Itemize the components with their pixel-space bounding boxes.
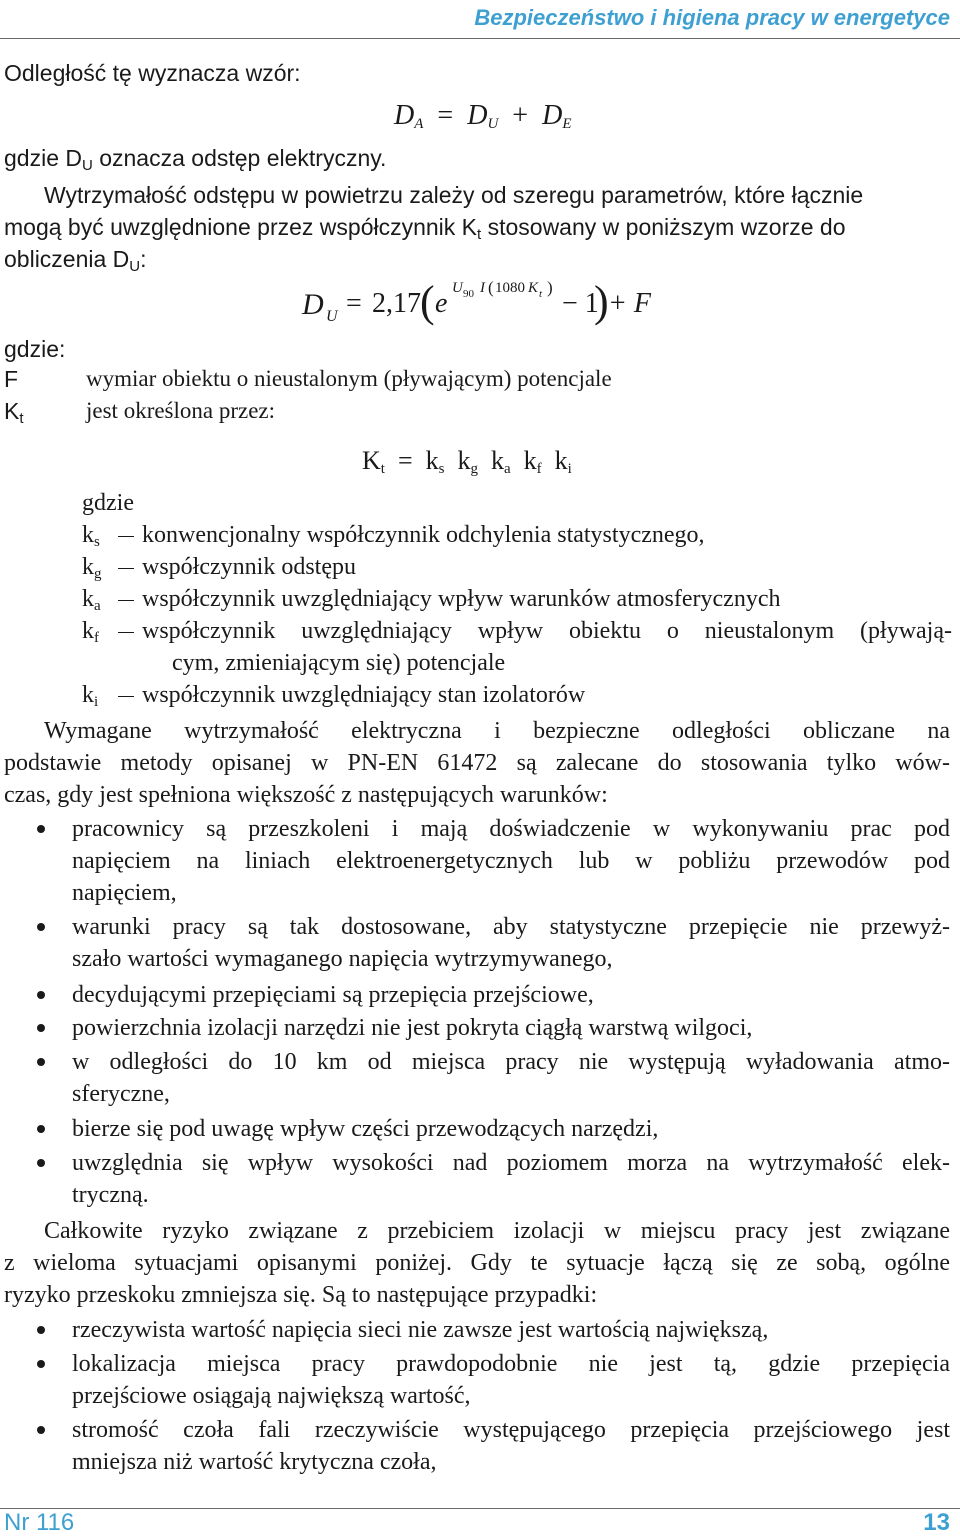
gdzie-label: gdzie: xyxy=(4,336,66,362)
page-number: 13 xyxy=(923,1509,950,1536)
def-term-kt: $K_t$ xyxy=(4,398,24,427)
dash xyxy=(118,536,134,537)
list-item: lokalizacja miejsca pracy prawdopodobnie nie jest tą, gdzie przepięcia xyxy=(72,1351,950,1377)
list-item-cont: napięciem na liniach elektroenergetycznych lub w pobliżu przewodów pod xyxy=(72,848,950,874)
formula-du: D U = 2,17 ( e U 90 I ( 1080 K t ) − 1 ) + F xyxy=(302,277,651,326)
para2-line2: podstawie metody opisanej w PN-EN 61472 są zalecane do stosowania tylko wów- xyxy=(4,750,950,776)
formula-da: $D_A = D_U + D_E$ xyxy=(394,100,572,132)
k-factor-a: $k_a$ xyxy=(82,586,101,614)
bullet-icon xyxy=(37,1326,45,1334)
issue-number: Nr 116 xyxy=(4,1509,75,1536)
footer-rule xyxy=(0,1508,960,1509)
k-factor-f: $k_f$ xyxy=(82,618,99,646)
bullet-icon xyxy=(37,1426,45,1434)
list-item: powierzchnia izolacji narzędzi nie jest pokryta ciągłą warstwą wilgoci, xyxy=(72,1015,753,1041)
para1-line3: obliczenia $D_U$: xyxy=(4,246,147,275)
def-term-f: F xyxy=(4,366,19,392)
para1-line1: Wytrzymałość odstępu w powietrzu zależy od szeregu parametrów, które łącznie xyxy=(44,182,864,208)
bullet-icon xyxy=(37,1125,45,1133)
bullet-icon xyxy=(37,923,45,931)
para2-line3: czas, gdy jest spełniona większość z następujących warunków: xyxy=(4,782,608,808)
k-factor-desc: współczynnik odstępu xyxy=(142,554,356,580)
list-item: stromość czoła fali rzeczywiście występującego przepięcia przejściowego jest xyxy=(72,1417,950,1443)
list-item: rzeczywista wartość napięcia sieci nie zawsze jest wartością największą, xyxy=(72,1317,769,1343)
list-item: bierze się pod uwagę wpływ części przewodzących narzędzi, xyxy=(72,1116,659,1142)
formula-kt: $K_t = k_s$ $k_g$ $k_a$ $k_f$ $k_i$ xyxy=(362,446,572,477)
list-item-cont: tryczną. xyxy=(72,1182,149,1208)
dash xyxy=(118,568,134,569)
def-desc-kt: jest określona przez: xyxy=(86,398,276,423)
list-item: decydującymi przepięciami są przepięcia przejściowe, xyxy=(72,982,594,1008)
k-factor-i: $k_i$ xyxy=(82,682,99,710)
dash xyxy=(118,696,134,697)
para3-line3: ryzyko przeskoku zmniejsza się. Są to następujące przypadki: xyxy=(4,1282,598,1308)
list-item: warunki pracy są tak dostosowane, aby statystyczne przepięcie nie przewyż- xyxy=(72,914,950,940)
list-item-cont: mniejsza niż wartość krytyczna czoła, xyxy=(72,1449,437,1475)
bullet-icon xyxy=(37,991,45,999)
bullet-icon xyxy=(37,1058,45,1066)
bullet-icon xyxy=(37,1360,45,1368)
bullet-icon xyxy=(37,1159,45,1167)
k-factor-s: $k_s$ xyxy=(82,522,100,550)
bullet-icon xyxy=(37,1024,45,1032)
k-factor-desc: współczynnik uwzględniający wpływ obiektu o nieustalonym (pływają- xyxy=(142,618,952,644)
list-item-cont: szało wartości wymaganego napięcia wytrzymywanego, xyxy=(72,946,613,972)
gdzie-label-2: gdzie xyxy=(82,490,134,516)
k-factor-desc: współczynnik uwzględniający stan izolatorów xyxy=(142,682,586,708)
para2-line1: Wymagane wytrzymałość elektryczna i bezpieczne odległości obliczane na xyxy=(44,718,950,744)
header-rule xyxy=(0,38,960,39)
bullet-icon xyxy=(37,825,45,833)
para3-line1: Całkowite ryzyko związane z przebiciem izolacji w miejscu pracy jest związane xyxy=(44,1218,950,1244)
def-desc-f: wymiar obiektu o nieustalonym (pływającym) potencjale xyxy=(86,366,612,391)
dash xyxy=(118,600,134,601)
list-item: pracownicy są przeszkoleni i mają doświadczenie w wykonywaniu prac pod xyxy=(72,816,950,842)
k-factor-g: $k_g$ xyxy=(82,554,102,582)
list-item-cont: przejściowe osiągają największą wartość, xyxy=(72,1383,471,1409)
k-factor-desc: konwencjonalny współczynnik odchylenia statystycznego, xyxy=(142,522,705,548)
para1-line2: mogą być uwzględnione przez współczynnik $K_t$ stosowany w poniższym wzorze do xyxy=(4,214,846,243)
dash xyxy=(118,632,134,633)
page-header xyxy=(0,0,960,40)
list-item: w odległości do 10 km od miejsca pracy nie występują wyładowania atmo- xyxy=(72,1049,950,1075)
header-title: Bezpieczeństwo i higiena pracy w energetyce xyxy=(474,5,950,30)
k-factor-desc-cont: cym, zmieniającym się) potencjale xyxy=(172,650,506,676)
intro-text: Odległość tę wyznacza wzór: xyxy=(4,60,301,86)
du-definition: gdzie $D_U$ oznacza odstęp elektryczny. xyxy=(4,145,387,174)
list-item-cont: sferyczne, xyxy=(72,1081,170,1107)
list-item-cont: napięciem, xyxy=(72,880,177,906)
list-item: uwzględnia się wpływ wysokości nad poziomem morza na wytrzymałość elek- xyxy=(72,1150,950,1176)
k-factor-desc: współczynnik uwzględniający wpływ warunków atmosferycznych xyxy=(142,586,781,612)
para3-line2: z wieloma sytuacjami opisanymi poniżej. Gdy te sytuacje łączą się ze sobą, ogólne xyxy=(4,1250,950,1276)
